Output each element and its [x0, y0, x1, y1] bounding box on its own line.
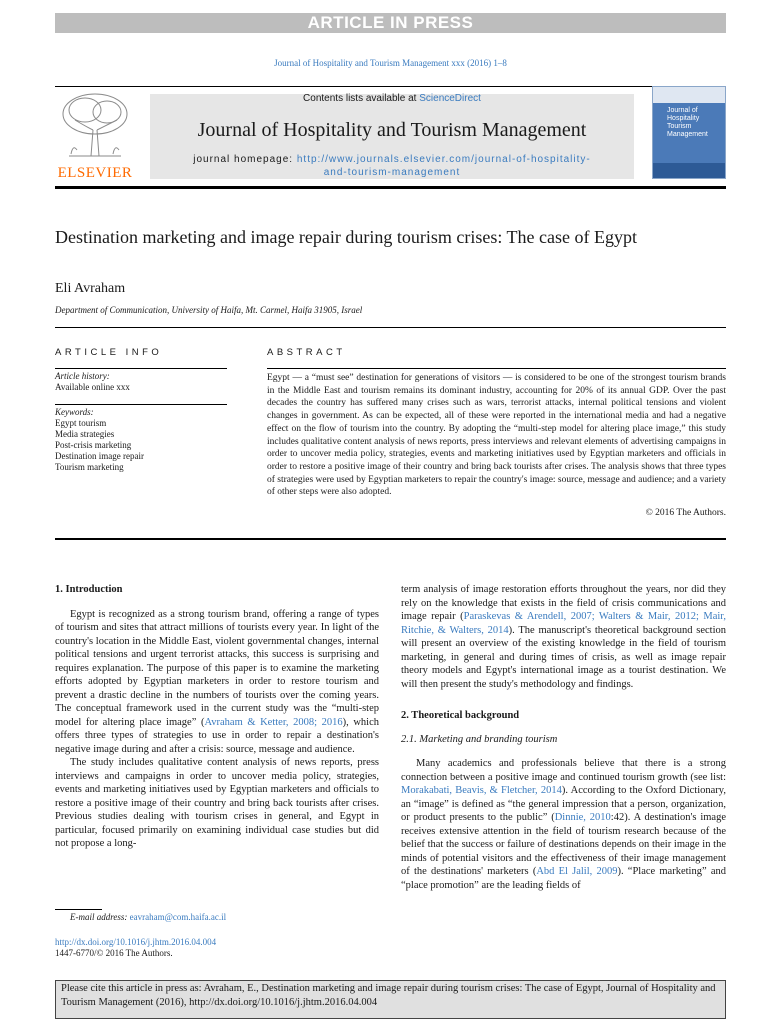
journal-citation-line[interactable]: Journal of Hospitality and Tourism Management xxx (2016) 1–8	[274, 58, 507, 68]
article-info-heading: ARTICLE INFO	[55, 347, 163, 358]
citation-link[interactable]: Avraham & Ketter, 2008; 2016	[204, 716, 343, 728]
paper-title: Destination marketing and image repair during tourism crises: The case of Egypt	[55, 227, 638, 247]
keyword-item: Media strategies	[55, 429, 115, 439]
citation-notice: Please cite this article in press as: Avraham, E., Destination marketing and image repair during tourism crises: The case of Egypt, Journal of Hospitality and Tourism Management (2016), http://dx.doi.org/10.1016/j.jhtm.2016.04.004	[55, 980, 726, 1019]
contents-prefix: Contents lists available at	[303, 93, 417, 104]
right-paragraph-2: Many academics and professionals believe that there is a strong connection between a positive image and continued tourism growth (see list: Morakabati, Beavis, & Fletcher, 2014). According to the Oxford Dictionary, an “image” is defined as “the general impression that a person, organization, or product presents to the public” (Dinnie, 2010:42). A destination's image receives extensive attention in the field of tourism research because of the belief that the success or failure of destinations depends on their image in the minds of potential visitors and the effectiveness of their image management of the destinations' marketers (Abd El Jalil, 2009). “Place marketing” and “place promotion” are the leading fields of	[401, 758, 726, 891]
keywords-block	[55, 407, 144, 473]
journal-homepage	[150, 153, 634, 179]
left-column	[55, 583, 379, 851]
article-history	[55, 371, 130, 393]
theoretical-background-heading: 2. Theoretical background	[401, 710, 520, 721]
header-top-rule	[55, 86, 726, 87]
abstract-text: Egypt — a “must see” destination for generations of visitors — is considered to be one of the strongest tourism brands in the Middle East and tourism remains its dominant industry, accounting for 20% of its annual GDP. Over the past decades the country has suffered many crises such as wars, terrorist attacks, internal political tensions and violent changes in government. As can be expected, all of these were reported in the international media and had a negative effect on the flow of tourism into the country. By adopting the “multi-step model for altering place image,” this study includes qualitative content analysis of news reports, press interviews and relevant elements of advertising campaigns in order to uncover media policy, strategies, events and marketing initiatives used by Egyptian marketers and officials in order to restore a positive image of their country and bring back tourists after crises. The analysis shows that three types of strategies were used by Egyptian marketers to repair the country's image: source, message and audience; and a variety of other steps were also adopted.	[267, 373, 726, 498]
info-top-rule	[55, 327, 726, 328]
issn-line: 1447-6770/© 2016 The Authors.	[55, 948, 173, 958]
abstract-copyright: © 2016 The Authors.	[645, 508, 726, 518]
abstract-rule	[267, 368, 726, 369]
keyword-item: Post-crisis marketing	[55, 440, 132, 450]
homepage-url-line2[interactable]: and-tourism-management	[323, 167, 461, 178]
citation-link[interactable]: Abd El Jalil, 2009	[536, 866, 618, 877]
article-in-press-banner: ARTICLE IN PRESS	[55, 13, 726, 33]
citation-link[interactable]: Dinnie, 2010	[554, 812, 611, 823]
marketing-branding-subheading: 2.1. Marketing and branding tourism	[401, 733, 558, 745]
email-label: E-mail address:	[70, 912, 128, 922]
keyword-item: Tourism marketing	[55, 462, 124, 472]
sciencedirect-link[interactable]: ScienceDirect	[419, 93, 481, 104]
intro-paragraph-2: The study includes qualitative content analysis of news reports, press interviews and campaigns in order to uncover media policy, strategies, events and marketing initiatives used by Egyptian marketers and officials to restore a positive image of their country and bring back tourists after crises. Previous studies dealing with tourism crises in general, and Egypt in particular, focused primarily on examining individual case studies but did not propose a long-	[55, 757, 379, 849]
author-name[interactable]: Eli Avraham	[55, 281, 126, 296]
homepage-label: journal homepage:	[193, 154, 294, 165]
cover-bottom-strip	[653, 163, 725, 178]
right-column	[401, 583, 726, 892]
author-email-footnote	[70, 912, 226, 922]
keywords-label: Keywords:	[55, 407, 94, 417]
keyword-item: Egypt tourism	[55, 418, 107, 428]
footnote-rule	[55, 909, 102, 910]
contents-line	[150, 93, 634, 104]
header-bottom-rule	[55, 186, 726, 189]
keyword-item: Destination image repair	[55, 451, 144, 461]
author-email-link[interactable]: eavraham@com.haifa.ac.il	[129, 912, 227, 922]
info-rule-1	[55, 368, 227, 369]
introduction-heading: 1. Introduction	[55, 584, 123, 595]
history-value: Available online xxx	[55, 382, 130, 392]
abstract-heading: ABSTRACT	[267, 347, 346, 358]
homepage-url-line1[interactable]: http://www.journals.elsevier.com/journal-of-hospitality-	[296, 154, 591, 165]
journal-cover-thumbnail[interactable]	[652, 86, 726, 179]
elsevier-wordmark: ELSEVIER	[57, 165, 133, 181]
abstract-bottom-rule	[55, 538, 726, 540]
citation-link[interactable]: Paraskevas & Arendell, 2007; Walters & Mair, 2012; Mair, Ritchie, & Walters, 2014	[401, 611, 726, 636]
cover-title: Journal of Hospitality Tourism Management	[667, 107, 708, 138]
citation-link[interactable]: Morakabati, Beavis, & Fletcher, 2014	[401, 785, 562, 796]
doi-link[interactable]: http://dx.doi.org/10.1016/j.jhtm.2016.04.004	[55, 937, 217, 947]
intro-paragraph-1: Egypt is recognized as a strong tourism brand, offering a range of types of tourism and sites that attract millions of tourists every year. In light of the country's location in the Middle East, violent governmental changes, internal political tensions and urgent terrorist attacks, this success is surprising and requires explanation. The purpose of this paper is to examine the marketing efforts adopted by Egyptian marketers in order to restore tourism and prevent a drastic decline in the numbers of tourists over the coming years. The conceptual framework used in the current study was the “multi-step model for altering place image” (Avraham & Ketter, 2008; 2016), which offers three types of strategies to use in order to repair a destination's negative image during and after a crisis: source, message and audience.	[55, 608, 379, 755]
author-affiliation: Department of Communication, University of Haifa, Mt. Carmel, Haifa 31905, Israel	[55, 305, 363, 315]
history-label: Article history:	[55, 371, 110, 381]
journal-title: Journal of Hospitality and Tourism Management	[197, 119, 587, 141]
right-paragraph-1: term analysis of image restoration efforts throughout the years, nor did they rely on the knowledge that exists in the field of crisis communications and image repair (Paraskevas & Arendell, 2007; Walters & Mair, 2012; Mair, Ritchie, & Walters, 2014). The manuscript's theoretical background section will present an overview of the existing knowledge in the field of tourism marketing, in general and during times of crisis, as well as image repair theory models and Egypt's international image as a tourist destination. We will then present the study's methodology and findings.	[401, 584, 726, 690]
info-rule-2	[55, 404, 227, 405]
